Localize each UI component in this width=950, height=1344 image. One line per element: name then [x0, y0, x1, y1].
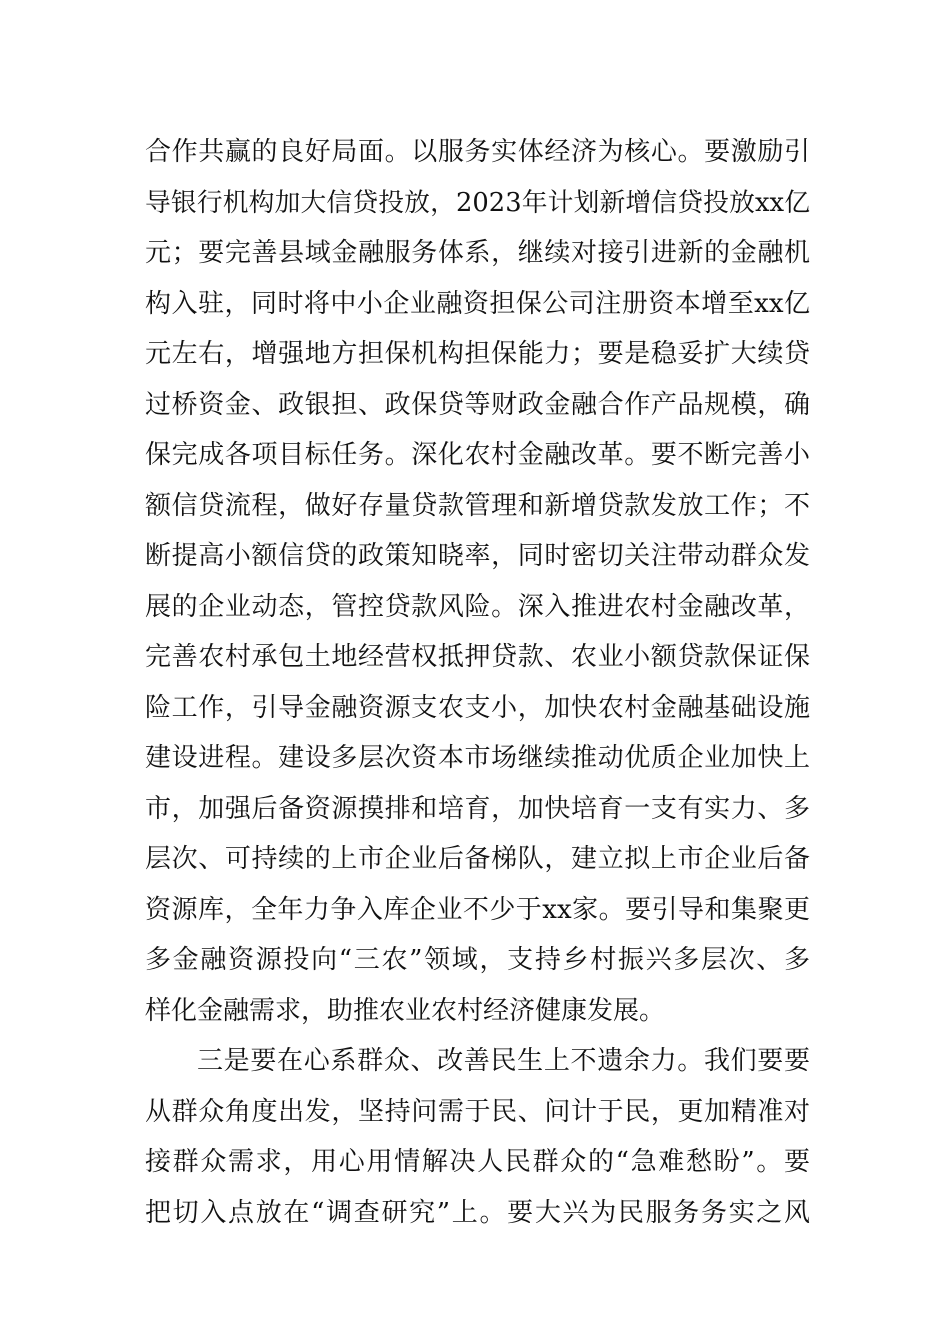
document-body	[145, 127, 810, 1238]
text-line: 构入驻，同时将中小企业融资担保公司注册资本增至xx亿	[145, 288, 810, 319]
text-line: 建设进程。建设多层次资本市场继续推动优质企业加快上	[145, 743, 810, 773]
text-line: 从群众角度出发，坚持问需于民、问计于民，更加精准对	[145, 1096, 810, 1127]
text-line: 完善农村承包土地经营权抵押贷款、农业小额贷款保证保	[145, 642, 810, 672]
text-line: 险工作，引导金融资源支农支小，加快农村金融基础设施	[145, 692, 810, 723]
text-line: 保完成各项目标任务。深化农村金融改革。要不断完善小	[145, 440, 810, 470]
text-line: 市，加强后备资源摸排和培育，加快培育一支有实力、多	[145, 793, 810, 824]
text-line: 接群众需求，用心用情解决人民群众的“急难愁盼”。要	[145, 1147, 810, 1177]
text-line: 元；要完善县域金融服务体系，继续对接引进新的金融机	[145, 238, 810, 268]
text-line: 合作共赢的良好局面。以服务实体经济为核心。要激励引	[145, 137, 810, 167]
text-line: 资源库，全年力争入库企业不少于xx家。要引导和集聚更	[145, 894, 810, 925]
text-line: 把切入点放在“调查研究”上。要大兴为民服务务实之风	[145, 1197, 810, 1228]
text-line: 过桥资金、政银担、政保贷等财政金融合作产品规模，确	[145, 389, 810, 420]
paragraph-livelihood	[145, 1036, 810, 1238]
text-line: 导银行机构加大信贷投放，2023年计划新增信贷投放xx亿	[145, 187, 810, 218]
paragraph-finance	[145, 127, 810, 1036]
text-line: 样化金融需求，助推农业农村经济健康发展。	[145, 995, 666, 1026]
text-line: 额信贷流程，做好存量贷款管理和新增贷款发放工作；不	[145, 490, 810, 521]
text-line: 层次、可持续的上市企业后备梯队，建立拟上市企业后备	[145, 844, 810, 874]
text-line: 多金融资源投向“三农”领域，支持乡村振兴多层次、多	[145, 945, 810, 975]
text-line: 断提高小额信贷的政策知晓率，同时密切关注带动群众发	[145, 541, 810, 571]
text-line: 三是要在心系群众、改善民生上不遗余力。我们要要	[197, 1046, 810, 1076]
text-line: 元左右，增强地方担保机构担保能力；要是稳妥扩大续贷	[145, 339, 810, 369]
text-line: 展的企业动态，管控贷款风险。深入推进农村金融改革，	[145, 591, 810, 622]
